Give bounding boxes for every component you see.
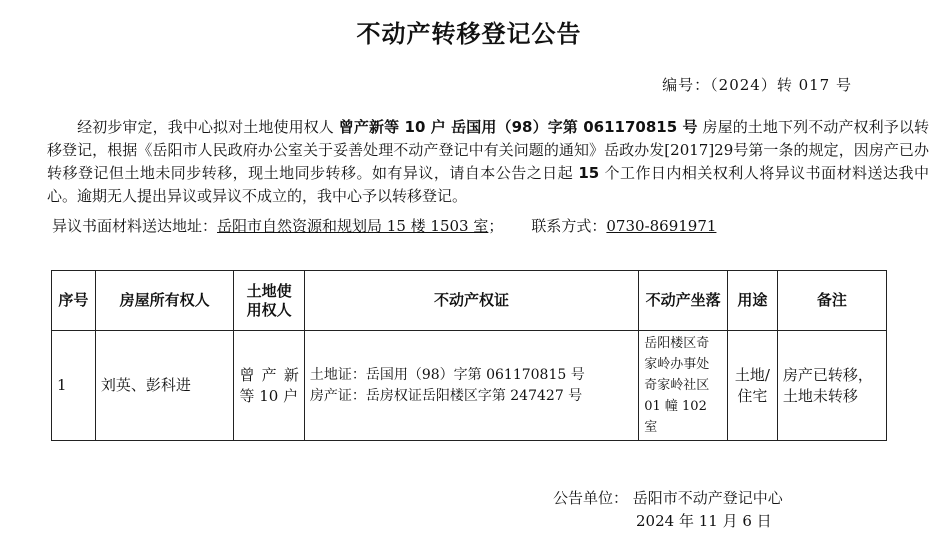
cell-note: 房产已转移，土地未转移 [777, 331, 886, 441]
body-text-2: 房屋的土地下列不动产权利予以转移登记，根据《岳阳市人民政府办公室关于妥善处理不动产登记中有关问题的通知》岳政办发[2017]29号第一条的规定，因房产已办转移登记但土地未同步转移，现土地同步转移。如有异议，请自本公告之日起 [47, 118, 929, 182]
cell-location: 岳阳楼区奇家岭办事处奇家岭社区 01 幢 102 室 [639, 331, 728, 441]
header-note: 备注 [777, 271, 886, 331]
issuer-name: 岳阳市不动产登记中心 [632, 489, 783, 507]
body-text-1: 经初步审定，我中心拟对土地使用权人 [77, 118, 334, 136]
body-text-3: 个工作日内相关权利人将异议书面材料送达我中心。逾期无人提出异议或异议不成立的，我中心予以转移登记。 [47, 164, 929, 205]
table-header-row [52, 271, 887, 331]
cell-owner: 刘英、彭科进 [95, 331, 234, 441]
header-land-user: 土地使用权人 [234, 271, 304, 331]
address-value: 岳阳市自然资源和规划局 15 楼 1503 室 [217, 217, 489, 235]
header-seq: 序号 [52, 271, 96, 331]
contact-value: 0730-8691971 [606, 217, 717, 235]
objection-address-line [52, 215, 716, 236]
body-highlight-days: 15 [578, 164, 600, 182]
issuer-label: 公告单位： [553, 489, 629, 507]
issuer-line [553, 487, 783, 508]
page-title: 不动产转移登记公告 [356, 20, 582, 48]
contact-label: 联系方式： [531, 217, 607, 235]
table-row [52, 331, 887, 441]
cell-use: 土地/住宅 [727, 331, 777, 441]
property-table [51, 270, 887, 441]
address-label: 异议书面材料送达地址： [52, 217, 218, 235]
document-number: 编号：（2024）转 017 号 [662, 76, 852, 94]
cert-house: 房产证：岳房权证岳阳楼区字第 247427 号 [309, 387, 583, 404]
cell-certificate [304, 331, 638, 441]
address-separator: ； [488, 217, 504, 235]
announcement-body [47, 116, 929, 208]
header-certificate: 不动产权证 [304, 271, 638, 331]
header-owner: 房屋所有权人 [95, 271, 234, 331]
cert-land: 土地证：岳国用（98）字第 061170815 号 [309, 366, 585, 383]
header-location: 不动产坐落 [639, 271, 728, 331]
header-use: 用途 [727, 271, 777, 331]
body-highlight-owner: 曾产新等 10 户 岳国用（98）字第 061170815 号 [338, 118, 698, 136]
cell-seq: 1 [52, 331, 96, 441]
cell-land-user: 曾产新等 10 户 [234, 331, 304, 441]
issue-date: 2024 年 11 月 6 日 [636, 512, 772, 530]
